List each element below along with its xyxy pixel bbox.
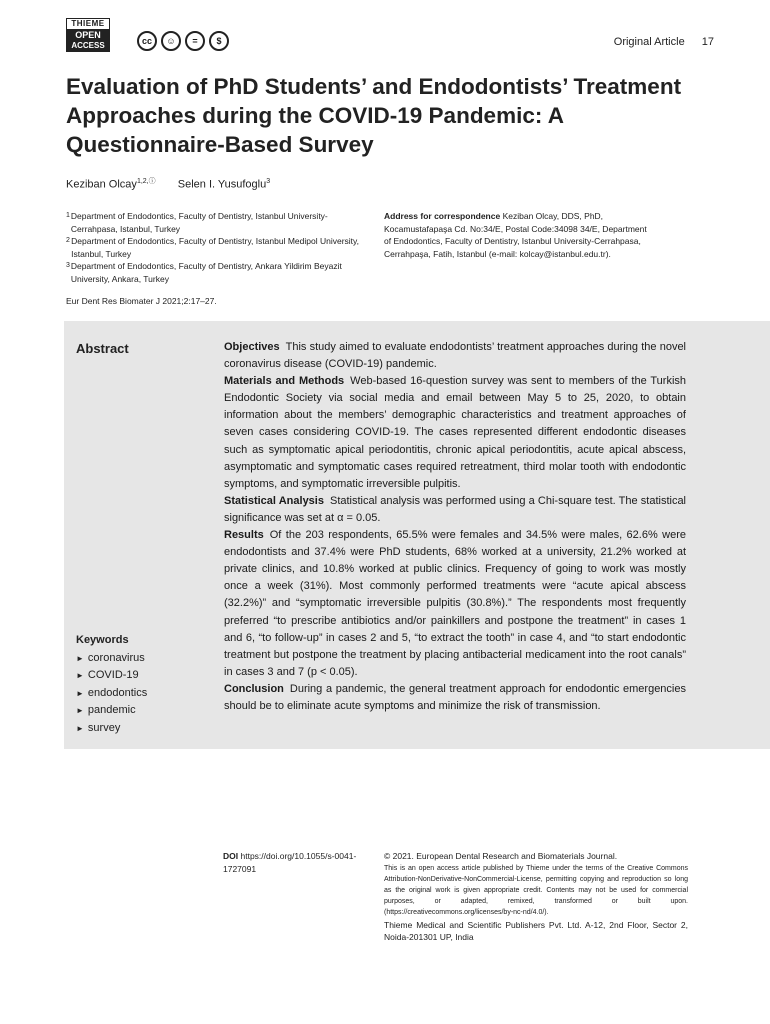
thieme-open-access-logo [66,18,110,52]
affiliations [66,210,371,286]
section-text: This study aimed to evaluate endodontists’ treatment approaches during the novel coronavirus disease (COVID-19) pandemic. [224,341,686,371]
doi-label: DOI [223,851,239,861]
abstract-section [224,681,686,715]
correspondence-text: Keziban Olcay, DDS, PhD, Kocamustafapaşa Cd. No:34/E, Postal Code:34098 34/E, Department of Endodontics, Faculty of Dentistry, Istanbul University-Cerrahpasa, Cerrahpaşa, Fatih, Istanbul (e-mail: kolcay@istanbul.edu.tr). [384,211,647,259]
cc-icon: cc [137,31,157,51]
attribution-icon: ☺ [161,31,181,51]
correspondence-label: Address for correspondence [384,211,501,221]
article-type: Original Article [613,36,685,48]
section-text: Of the 203 respondents, 65.5% were females and 34.5% were males, 62.6% were endodontists and 37.4% were PhD students, 68% worked at a university, 21.2% worked at private clinics, and 10.8% worked at public clinics. Frequency of going to work was mostly once a week (31%). Most commonly performed treatments were “acute apical abscess (32.2%)” and “symptomatic irreversible pulpitis (30.8%).” The respondents most frequently preferred “to prescribe antibiotics and/or painkillers and postpone the treatment” in cases 1 and 6, “to follow-up” in cases 2 and 5, “to extract the tooth” in case 4, and “to start endodontic treatment but postpone the treatment by placing antibacterial medicament into the root canals” in cases 3 and 7 (p < 0.05). [224,529,686,678]
author-name: Keziban Olcay [66,178,137,191]
copyright-line: © 2021. European Dental Research and Biomaterials Journal. [384,851,618,861]
abstract-section [224,339,686,373]
license-icons [137,31,229,51]
affiliation-item [66,210,371,235]
abstract-section [224,493,686,527]
license-notice: This is an open access article published by Thieme under the terms of the Creative Commons Attribution-NonDerivative-NonCommercial-License, permitting copying and reproduction so long as the original work is given appropriate credit. Contents may not be used for commercial purposes, or adapted, remixed, transformed or built upon. (https://creativecommons.org/licenses/by-nc-nd/4.0/). [384,864,688,917]
keyword-item: ► endodontics [76,685,147,703]
running-header [614,36,714,48]
section-text: Web-based 16-question survey was sent to members of the Turkish Endodontic Society via social media and email between May 5 to 25, 2020, to obtain information about the members’ demographic characteristics and treatment approaches of seven cases considering COVID-19. The cases represented different endodontic diseases such as symptomatic apical periodontitis, chronic apical periodontitis, acute apical abscess, asymptomatic and symptomatic cases required retreatment, third molar tooth with endodontic symptoms, and symptomatic irreversible pulpitis. [224,375,687,490]
affiliation-text: Department of Endodontics, Faculty of Dentistry, Ankara Yildirim Beyazit University, Ankara, Turkey [70,261,342,284]
publisher-address: Thieme Medical and Scientific Publishers Pvt. Ltd. A-12, 2nd Floor, Sector 2, Noida-201301 UP, India [384,919,688,943]
keywords [76,632,147,737]
keyword-item: ► coronavirus [76,650,147,668]
keyword-item: ► COVID-19 [76,667,147,685]
keyword-item: ► survey [76,720,147,738]
author-list [66,176,270,191]
doi-block [223,850,363,875]
affiliation-item [66,235,371,260]
page-number: 17 [701,36,714,48]
correspondence-address [384,210,654,260]
logo-line: ACCESS [66,41,110,52]
section-text: During a pandemic, the general treatment approach for endodontic emergencies should be to eliminate acute symptoms and minimize the risk of transmission. [224,682,686,712]
abstract-body [224,339,686,715]
affiliation-text: Department of Endodontics, Faculty of Dentistry, Istanbul Medipol University, Istanbul, Turkey [71,236,360,259]
section-text: Statistical analysis was performed using a Chi-square test. The statistical significance was set at α = 0.05. [224,494,687,524]
logo-line: THIEME [66,18,110,30]
author-affiliation-marker: 3 [266,178,271,185]
section-label: Statistical Analysis [224,494,324,507]
abstract-heading: Abstract [76,341,129,356]
article-title: Evaluation of PhD Students’ and Endodontists’ Treatment Approaches during the COVID-19 Pandemic: A Questionnaire-Based Survey [66,74,682,157]
affiliation-number: 3 [66,262,70,270]
affiliation-number: 2 [66,237,70,245]
section-label: Conclusion [224,682,284,695]
no-derivatives-icon: = [185,31,205,51]
section-label: Results [224,529,264,542]
abstract-section [224,373,686,493]
section-label: Materials and Methods [224,375,345,388]
copyright-block [384,850,688,944]
doi-link[interactable]: https://doi.org/10.1055/s-0041-1727091 [223,851,357,874]
keyword-item: ► pandemic [76,702,147,720]
affiliation-item [66,260,371,285]
author-affiliation-marker: 1,2,ⓘ [136,178,156,185]
journal-citation: Eur Dent Res Biomater J 2021;2:17–27. [66,296,217,306]
abstract-section [224,527,686,681]
author-name: Selen I. Yusufoglu [177,178,267,191]
logo-line: OPEN [66,30,110,41]
affiliation-number: 1 [66,212,70,219]
abstract-panel [64,321,770,749]
affiliation-text: Department of Endodontics, Faculty of Dentistry, Istanbul University-Cerrahpasa, Istanbul, Turkey [70,211,328,234]
keywords-heading: Keywords [76,634,129,646]
non-commercial-icon: $ [209,31,229,51]
section-label: Objectives [224,341,280,353]
